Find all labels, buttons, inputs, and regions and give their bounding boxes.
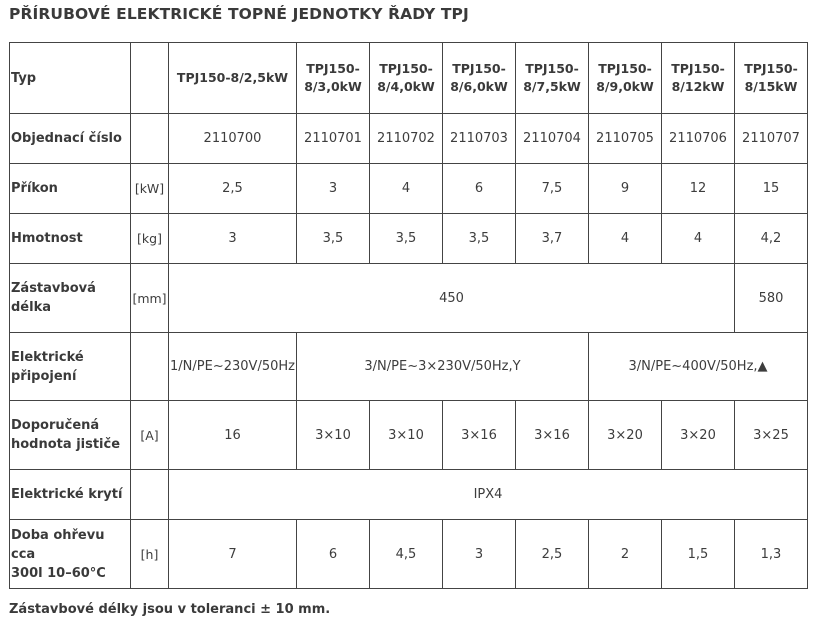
table-cell: 2110705 [589, 114, 662, 164]
table-cell: 580 [735, 264, 808, 333]
table-cell: 4,2 [735, 214, 808, 264]
table-cell: 3,5 [370, 214, 443, 264]
table-cell: 15 [735, 164, 808, 214]
table-cell: 3,5 [443, 214, 516, 264]
row-label-zastavbova: Zástavbová délka [10, 264, 131, 333]
table-row-prikon [10, 164, 808, 214]
model-header: TPJ150- 8/9,0kW [589, 43, 662, 114]
row-label-pripojeni: Elektrické připojení [10, 333, 131, 401]
table-cell: 2,5 [516, 520, 589, 589]
table-cell: 4 [370, 164, 443, 214]
row-label-kryti: Elektrické krytí [10, 470, 131, 520]
spec-table [9, 42, 808, 589]
table-cell: 12 [662, 164, 735, 214]
row-label-objednaci: Objednací číslo [10, 114, 131, 164]
model-header: TPJ150- 8/3,0kW [297, 43, 370, 114]
row-label-prikon: Příkon [10, 164, 131, 214]
unit-cell-typ [131, 43, 169, 114]
table-cell: 7,5 [516, 164, 589, 214]
tolerance-note: Zástavbové délky jsou v toleranci ± 10 mm. [9, 602, 331, 617]
table-cell: 2110700 [169, 114, 297, 164]
model-header: TPJ150- 8/6,0kW [443, 43, 516, 114]
table-cell: 450 [169, 264, 735, 333]
row-label-jistic: Doporučená hodnota jističe [10, 401, 131, 470]
table-cell: 3,7 [516, 214, 589, 264]
table-cell: 1/N/PE~230V/50Hz [169, 333, 297, 401]
table-row-kryti [10, 470, 808, 520]
table-cell: 16 [169, 401, 297, 470]
table-cell: 3,5 [297, 214, 370, 264]
table-cell: 3×16 [443, 401, 516, 470]
table-row-pripojeni [10, 333, 808, 401]
unit-cell-zastavbova: [mm] [131, 264, 169, 333]
unit-cell-pripojeni [131, 333, 169, 401]
unit-cell-prikon: [kW] [131, 164, 169, 214]
table-cell: 4 [589, 214, 662, 264]
model-header: TPJ150- 8/12kW [662, 43, 735, 114]
table-cell: 4 [662, 214, 735, 264]
table-cell: 3/N/PE~400V/50Hz,▲ [589, 333, 808, 401]
table-cell: 4,5 [370, 520, 443, 589]
unit-cell-objednaci [131, 114, 169, 164]
table-row-objednaci [10, 114, 808, 164]
table-cell: 2110703 [443, 114, 516, 164]
table-cell: 2110706 [662, 114, 735, 164]
page-title: PŘÍRUBOVÉ ELEKTRICKÉ TOPNÉ JEDNOTKY ŘADY TPJ [9, 5, 469, 23]
row-label-typ: Typ [10, 43, 131, 114]
table-cell: 3×16 [516, 401, 589, 470]
table-cell: 1,5 [662, 520, 735, 589]
table-cell: 7 [169, 520, 297, 589]
table-cell: 6 [297, 520, 370, 589]
table-cell: 2110701 [297, 114, 370, 164]
model-header: TPJ150-8/2,5kW [169, 43, 297, 114]
table-row-ohrev [10, 520, 808, 589]
unit-cell-jistic: [A] [131, 401, 169, 470]
table-cell: 3×10 [370, 401, 443, 470]
table-cell: 9 [589, 164, 662, 214]
table-cell: 3×25 [735, 401, 808, 470]
table-cell: 3 [169, 214, 297, 264]
table-cell: 2110702 [370, 114, 443, 164]
table-cell: 2110704 [516, 114, 589, 164]
row-label-hmotnost: Hmotnost [10, 214, 131, 264]
table-row-typ [10, 43, 808, 114]
table-cell: 3×20 [662, 401, 735, 470]
table-cell: 6 [443, 164, 516, 214]
table-cell: 3×10 [297, 401, 370, 470]
table-row-hmotnost [10, 214, 808, 264]
unit-cell-hmotnost: [kg] [131, 214, 169, 264]
table-cell: 3/N/PE~3×230V/50Hz,Y [297, 333, 589, 401]
row-label-ohrev: Doba ohřevu cca 300l 10–60°C [10, 520, 131, 589]
table-row-zastavbova [10, 264, 808, 333]
table-cell: 3 [297, 164, 370, 214]
table-cell: 2,5 [169, 164, 297, 214]
model-header: TPJ150- 8/4,0kW [370, 43, 443, 114]
unit-cell-ohrev: [h] [131, 520, 169, 589]
table-cell: 2110707 [735, 114, 808, 164]
unit-cell-kryti [131, 470, 169, 520]
table-cell: 3×20 [589, 401, 662, 470]
table-cell: 3 [443, 520, 516, 589]
table-row-jistic [10, 401, 808, 470]
model-header: TPJ150- 8/15kW [735, 43, 808, 114]
table-cell: IPX4 [169, 470, 808, 520]
model-header: TPJ150- 8/7,5kW [516, 43, 589, 114]
table-cell: 2 [589, 520, 662, 589]
table-cell: 1,3 [735, 520, 808, 589]
